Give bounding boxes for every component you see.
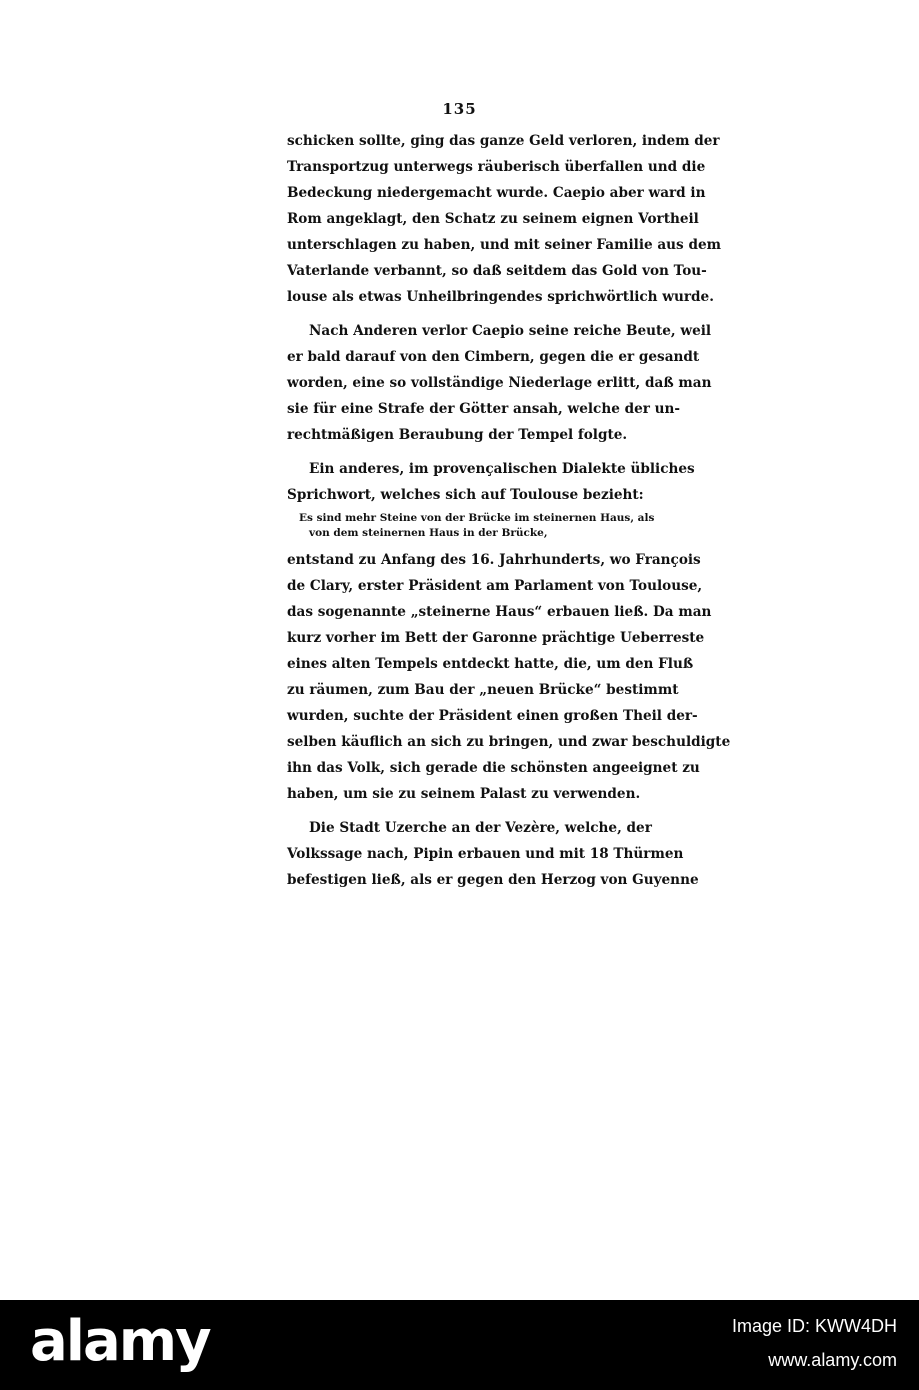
text-line: de Clary, erster Präsident am Parlament von Toulouse,: [287, 578, 703, 594]
text-line: schicken sollte, ging das ganze Geld verloren, indem der: [287, 133, 720, 149]
paragraph-2: [287, 318, 712, 448]
paragraph-gap: [287, 448, 632, 456]
watermark-banner: [0, 1300, 919, 1390]
text-line: selben käuflich an sich zu bringen, und zwar beschuldigte: [287, 734, 731, 750]
text-line: haben, um sie zu seinem Palast zu verwenden.: [287, 786, 641, 802]
text-line: eines alten Tempels entdeckt hatte, die, um den Fluß: [287, 656, 694, 672]
site-url: www.alamy.com: [768, 1350, 897, 1370]
text-line: louse als etwas Unheilbringendes sprichwörtlich wurde.: [287, 289, 714, 305]
text-line: Ein anderes, im provençalischen Dialekte übliches: [309, 461, 695, 477]
paragraph-gap: [287, 807, 632, 815]
text-line: kurz vorher im Bett der Garonne prächtige Ueberreste: [287, 630, 705, 646]
paragraph-5: [287, 815, 699, 893]
text-line: ihn das Volk, sich gerade die schönsten angeeignet zu: [287, 760, 700, 776]
paragraph-gap: [287, 310, 632, 318]
text-line: sie für eine Strafe der Götter ansah, welche der un-: [287, 401, 681, 417]
proverb-quote: [287, 508, 655, 547]
text-line: zu räumen, zum Bau der „neuen Brücke“ bestimmt: [287, 682, 679, 698]
text-line: Die Stadt Uzerche an der Vezère, welche, der: [309, 820, 652, 836]
text-line: Bedeckung niedergemacht wurde. Caepio aber ward in: [287, 185, 706, 201]
text-line: rechtmäßigen Beraubung der Tempel folgte.: [287, 427, 628, 443]
text-line: er bald darauf von den Cimbern, gegen die er gesandt: [287, 349, 700, 365]
text-line: Transportzug unterwegs räuberisch überfallen und die: [287, 159, 706, 175]
text-line: entstand zu Anfang des 16. Jahrhunderts, wo François: [287, 552, 701, 568]
quote-line: Es sind mehr Steine von der Brücke im steinernen Haus, als: [299, 512, 655, 524]
paragraph-3: [287, 456, 695, 508]
text-line: Sprichwort, welches sich auf Toulouse bezieht:: [287, 487, 644, 503]
page-number: 135: [442, 100, 477, 118]
text-line: Nach Anderen verlor Caepio seine reiche Beute, weil: [309, 323, 712, 339]
text-line: wurden, suchte der Präsident einen großen Theil der-: [287, 708, 698, 724]
quote-line: von dem steinernen Haus in der Brücke,: [309, 527, 548, 539]
paragraph-4: [287, 547, 731, 807]
body-text: [287, 128, 731, 893]
text-line: das sogenannte „steinerne Haus“ erbauen ließ. Da man: [287, 604, 712, 620]
image-id-label: Image ID: KWW4DH: [731, 1316, 897, 1336]
paragraph-1: [287, 128, 721, 310]
alamy-logo: alamy: [30, 1309, 210, 1374]
text-line: worden, eine so vollständige Niederlage erlitt, daß man: [287, 375, 712, 391]
text-line: unterschlagen zu haben, und mit seiner Familie aus dem: [287, 237, 721, 253]
text-line: Volkssage nach, Pipin erbauen und mit 18 Thürmen: [287, 846, 684, 862]
text-line: Rom angeklagt, den Schatz zu seinem eignen Vortheil: [287, 211, 699, 227]
text-line: befestigen ließ, als er gegen den Herzog von Guyenne: [287, 872, 699, 888]
text-line: Vaterlande verbannt, so daß seitdem das Gold von Tou-: [287, 263, 707, 279]
